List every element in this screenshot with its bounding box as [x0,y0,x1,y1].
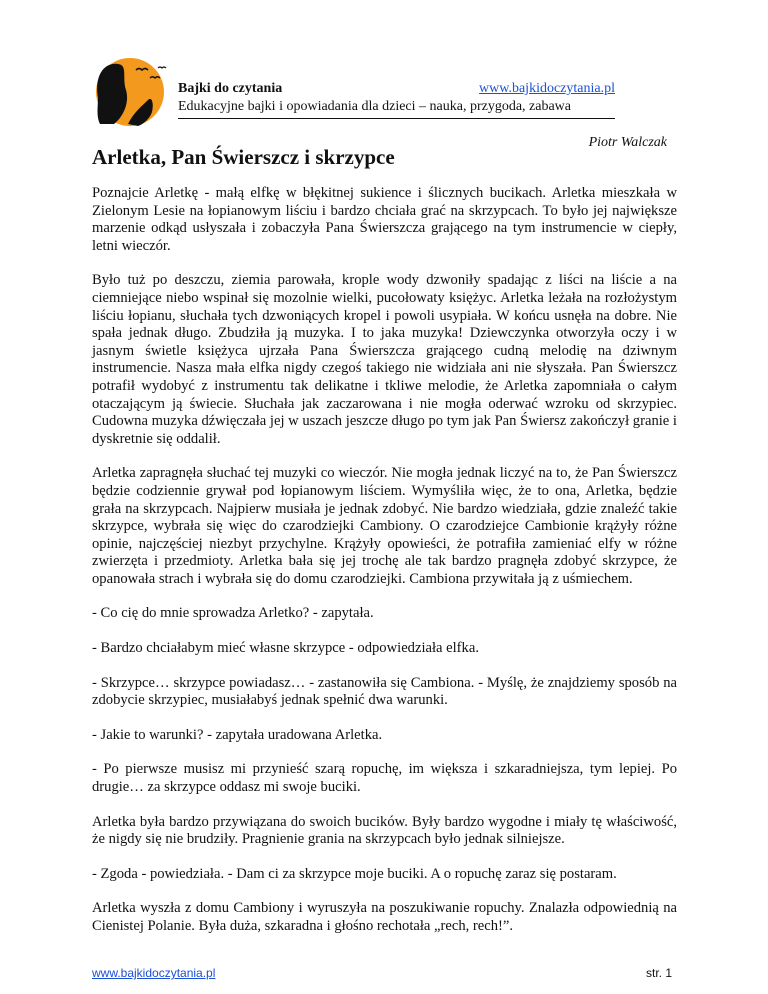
site-tagline: Edukacyjne bajki i opowiadania dla dzieci – nauka, przygoda, zabawa [178,99,572,114]
page-number: str. 1 [645,966,672,980]
story-paragraph: - Po pierwsze musisz mi przynieść szarą ropuchę, im większa i szkaradniejsza, tym lepiej. Po drugie… za skrzypce oddasz mi swoje buciki. [92,761,677,796]
story-paragraph: - Co cię do mnie sprowadza Arletko? - zapytała. [92,605,374,622]
story-paragraph: Poznajcie Arletkę - małą elfkę w błękitnej sukience i ślicznych bucikach. Arletka mieszkała w Zielonym Lesie na łopianowym liściu i bardzo chciała grać na skrzypcach. To było jej największe marzenie odkąd usłyszała i zobaczyła Pana Świerszcza grającego na tym instrumencie w ciepły, letni wieczór. [92,185,677,254]
story-paragraph: Arletka była bardzo przywiązana do swoich bucików. Były bardzo wygodne i miały tę właściwość, że nigdy się nie brudziły. Pragnienie grania na skrzypcach było jednak silniejsze. [92,813,677,848]
header-url-link[interactable]: www.bajkidoczytania.pl [479,81,615,96]
logo-bird-icon [158,67,166,68]
story-paragraph: - Skrzypce… skrzypce powiadasz… - zastanowiła się Cambiona. - Myślę, że znajdziemy sposób na zdobycie skrzypiec, musiałabyś jednak spełnić dwa warunki. [92,674,677,709]
author-name: Piotr Walczak [588,135,667,150]
footer-url-link[interactable]: www.bajkidoczytania.pl [92,966,216,980]
header-divider [178,118,615,119]
story-title: Arletka, Pan Świerszcz i skrzypce [92,145,395,169]
story-paragraph: Było tuż po deszczu, ziemia parowała, krople wody dzwoniły spadając z liści na liście a na ciemniejące niebo wspinał się mozolnie wielki, pucołowaty księżyc. Arletka leżała na rozłożystym liściu łopianu, słuchała tych dzwoniących kropel i powoli usypiała. W końcu usnęła na dobre. Nie spała jednak długo. Zbudziła ją muzyka. I to jaka muzyka! Dziewczynka otworzyła oczy i w jasnym świetle księżyca ujrzała Pana Świerszcza grającego cudną melodię na dziwnym instrumencie. Nasza mała elfka nigdy czegoś takiego nie widziała ani nie słyszała. Pan Świerszcz potrafił wydobyć z instrumentu tak delikatne i tkliwe melodie, że Arletka zapomniała o całym otaczającym ją świecie. Słuchała jak zaczarowana i nie mogła oderwać wzroku od skrzypiec. Cudowna muzyka dźwięczała jej w uszach jeszcze długo po tym jak Pan Świersz zakończył granie i dyskretnie się oddalił. [92,272,677,447]
story-paragraph: - Bardzo chciałabym mieć własne skrzypce - odpowiedziała elfka. [92,640,479,657]
site-logo [92,56,168,126]
story-body [92,185,677,953]
story-paragraph: Arletka zapragnęła słuchać tej muzyki co wieczór. Nie mogła jednak liczyć na to, że Pan Świerszcz będzie codziennie grywał pod łopianowym liściem. Wymyśliła więc, że to ona, Arletka, będzie grała na skrzypcach. Najpierw musiała je jednak zdobyć. Nie bardzo wiedziała, gdzie znaleźć takie skrzypce, wybrała się więc do czarodziejki Cambiony. O czarodziejce Cambionie krążyły różne opinie, najczęściej niezbyt przychylne. Krążyły opowieści, że potrafiła zamieniać elfy w różne zwierzęta i przedmioty. Arletka bała się jej trochę ale tak bardzo pragnęła zdobyć skrzypce, że opanowała strach i wybrała się do domu czarodziejki. Cambiona przywitała ją z uśmiechem. [92,465,677,587]
site-name: Bajki do czytania [178,81,283,96]
story-paragraph: Arletka wyszła z domu Cambiony i wyruszyła na poszukiwanie ropuchy. Znalazła odpowiednią na Cienistej Polanie. Była duża, szkaradna i głośno rechotała „rech, rech!”. [92,900,677,934]
story-paragraph: - Zgoda - powiedziała. - Dam ci za skrzypce moje buciki. A o ropuchę zaraz się postaram. [92,865,617,882]
page-header [178,80,615,116]
story-paragraph: - Jakie to warunki? - zapytała uradowana Arletka. [92,726,383,743]
